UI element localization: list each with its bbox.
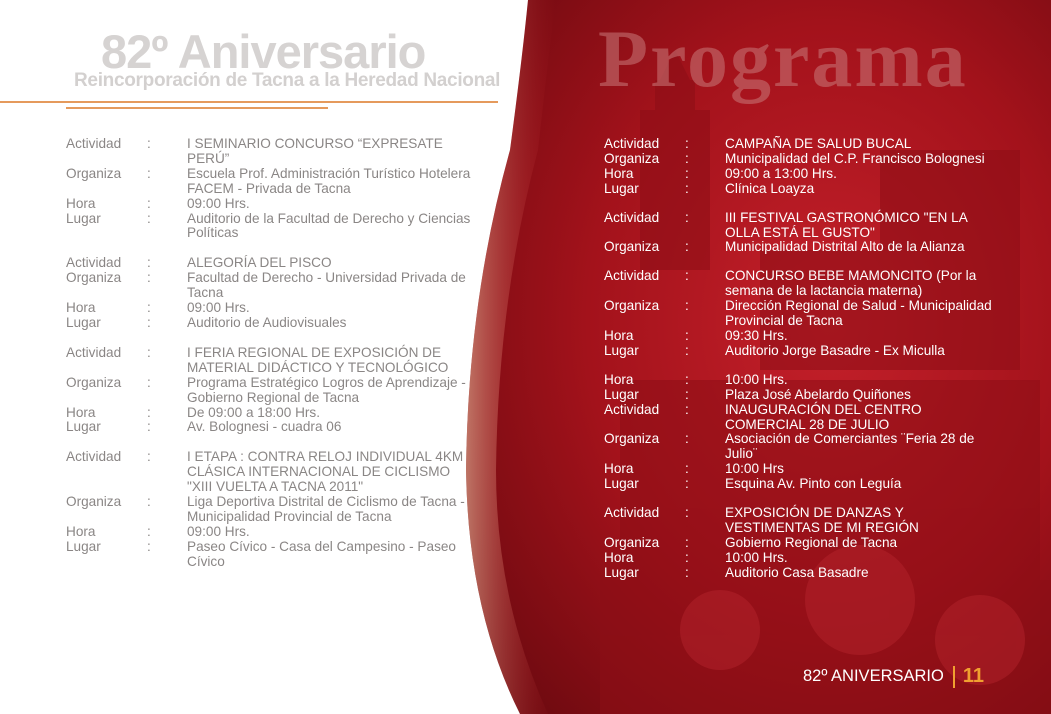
field-label: Actividad: [604, 136, 660, 151]
field-value: 10:00 Hrs.: [725, 371, 788, 387]
field-separator: :: [685, 136, 689, 151]
event-row: [604, 536, 1004, 551]
field-label: Lugar: [66, 210, 101, 226]
field-label: Organiza: [604, 239, 660, 255]
event-row: [66, 197, 486, 212]
event-row: [604, 506, 1004, 536]
field-label: Hora: [66, 195, 96, 211]
field-value: 10:00 Hrs: [725, 461, 784, 477]
field-separator: :: [685, 564, 689, 580]
field-separator: :: [147, 255, 151, 271]
event-row: [604, 432, 1004, 462]
field-separator: :: [147, 314, 151, 330]
field-separator: :: [147, 270, 151, 286]
field-label: Organiza: [604, 431, 660, 447]
field-separator: :: [147, 210, 151, 226]
field-label: Organiza: [604, 298, 660, 314]
field-label: Lugar: [604, 386, 639, 402]
header-rule-short: [66, 107, 328, 109]
event-row: [604, 211, 1004, 241]
field-value: Av. Bolognesi - cuadra 06: [187, 419, 342, 435]
event-row: [604, 299, 1004, 329]
event-row: [66, 406, 486, 421]
field-separator: :: [685, 165, 689, 181]
event-row: [66, 346, 486, 376]
field-value: Clínica Loayza: [725, 180, 815, 196]
event-row: [604, 344, 1004, 359]
event-row: [604, 269, 1004, 299]
left-program-column: [66, 137, 486, 585]
field-separator: :: [685, 342, 689, 358]
field-separator: :: [147, 165, 151, 181]
event-row: [604, 566, 1004, 581]
field-value: Programa Estratégico Logros de Aprendizaje - Gobierno Regional de Tacna: [187, 374, 466, 405]
event-block: [604, 211, 1004, 256]
field-label: Lugar: [604, 342, 639, 358]
header-title: 82º Aniversario: [101, 25, 426, 78]
field-value: Dirección Regional de Salud - Municipalidad Provincial de Tacna: [725, 298, 992, 329]
field-value: INAUGURACIÓN DEL CENTRO COMERCIAL 28 DE JULIO: [725, 401, 922, 432]
field-separator: :: [685, 268, 689, 284]
event-block: [604, 506, 1004, 581]
field-separator: :: [685, 401, 689, 417]
field-label: Hora: [66, 523, 96, 539]
field-value: Auditorio de la Facultad de Derecho y Ciencias Políticas: [187, 210, 471, 241]
field-separator: :: [685, 180, 689, 196]
field-label: Hora: [604, 165, 634, 181]
event-row: [604, 373, 1004, 388]
field-label: Actividad: [66, 449, 122, 465]
field-value: I ETAPA : CONTRA RELOJ INDIVIDUAL 4KM CLÁSICA INTERNACIONAL DE CICLISMO "XIII VUELTA A TACNA 2011": [187, 449, 464, 495]
field-value: De 09:00 a 18:00 Hrs.: [187, 404, 320, 420]
event-row: [66, 212, 486, 242]
field-label: Organiza: [604, 150, 660, 166]
event-block: [604, 137, 1004, 197]
field-value: Escuela Prof. Administración Turístico Hotelera FACEM - Privada de Tacna: [187, 165, 471, 196]
field-separator: :: [147, 538, 151, 554]
field-separator: :: [685, 239, 689, 255]
field-value: CONCURSO BEBE MAMONCITO (Por la semana de la lactancia materna): [725, 268, 977, 299]
field-separator: :: [685, 386, 689, 402]
event-row: [66, 301, 486, 316]
event-row: [66, 376, 486, 406]
field-label: Hora: [604, 371, 634, 387]
field-value: I FERIA REGIONAL DE EXPOSICIÓN DE MATERIAL DIDÁCTICO Y TECNOLÓGICO: [187, 344, 449, 375]
field-label: Hora: [604, 549, 634, 565]
field-label: Lugar: [604, 180, 639, 196]
event-block: [604, 373, 1004, 492]
field-separator: :: [685, 476, 689, 492]
field-value: 09:00 Hrs.: [187, 300, 250, 316]
field-value: 09:00 Hrs.: [187, 523, 250, 539]
event-row: [66, 256, 486, 271]
page-number: 11: [962, 665, 984, 687]
field-label: Actividad: [604, 209, 660, 225]
field-value: 10:00 Hrs.: [725, 549, 788, 565]
field-value: Liga Deportiva Distrital de Ciclismo de Tacna - Municipalidad Provincial de Tacna: [187, 494, 465, 524]
event-row: [604, 477, 1004, 492]
field-value: 09:00 Hrs.: [187, 195, 250, 211]
field-value: 09:00 a 13:00 Hrs.: [725, 165, 837, 181]
event-block: [66, 346, 486, 435]
event-row: [66, 450, 486, 495]
field-value: Auditorio Casa Basadre: [725, 564, 869, 580]
field-separator: :: [147, 374, 151, 390]
field-value: Municipalidad Distrital Alto de la Alianza: [725, 239, 965, 255]
event-row: [66, 525, 486, 540]
field-value: Esquina Av. Pinto con Leguía: [725, 476, 902, 492]
event-row: [66, 420, 486, 435]
field-label: Organiza: [66, 270, 122, 286]
field-separator: :: [147, 419, 151, 435]
event-row: [604, 403, 1004, 433]
field-separator: :: [685, 327, 689, 343]
field-label: Hora: [604, 327, 634, 343]
field-value: Municipalidad del C.P. Francisco Bolognesi: [725, 150, 985, 166]
field-label: Hora: [66, 300, 96, 316]
field-value: Auditorio de Audiovisuales: [187, 314, 347, 330]
event-row: [604, 152, 1004, 167]
field-value: I SEMINARIO CONCURSO “EXPRESATE PERÚ”: [187, 136, 443, 166]
right-program-column: [604, 137, 1004, 596]
field-value: EXPOSICIÓN DE DANZAS Y VESTIMENTAS DE MI REGIÓN: [725, 505, 919, 535]
field-label: Hora: [66, 404, 96, 420]
field-separator: :: [147, 300, 151, 316]
event-row: [66, 495, 486, 525]
event-row: [604, 551, 1004, 566]
field-value: CAMPAÑA DE SALUD BUCAL: [725, 136, 912, 151]
event-row: [604, 182, 1004, 197]
field-separator: :: [685, 209, 689, 225]
field-label: Lugar: [66, 314, 101, 330]
field-separator: :: [685, 534, 689, 550]
field-label: Actividad: [66, 344, 122, 360]
event-row: [66, 540, 486, 570]
field-value: Facultad de Derecho - Universidad Privada de Tacna: [187, 270, 466, 301]
field-value: III FESTIVAL GASTRONÓMICO "EN LA OLLA ESTÁ EL GUSTO": [725, 209, 968, 240]
event-row: [604, 462, 1004, 477]
field-separator: :: [147, 344, 151, 360]
field-separator: :: [685, 431, 689, 447]
event-row: [66, 167, 486, 197]
event-row: [604, 137, 1004, 152]
page-footer: [803, 665, 984, 689]
field-value: Auditorio Jorge Basadre - Ex Miculla: [725, 342, 945, 358]
field-separator: :: [147, 136, 151, 151]
field-value: 09:30 Hrs.: [725, 327, 788, 343]
event-row: [66, 271, 486, 301]
event-row: [66, 137, 486, 167]
field-label: Actividad: [604, 268, 660, 284]
field-label: Actividad: [66, 255, 122, 271]
field-label: Organiza: [66, 374, 122, 390]
event-block: [66, 450, 486, 569]
field-separator: :: [147, 195, 151, 211]
event-row: [604, 167, 1004, 182]
event-row: [66, 316, 486, 331]
field-separator: :: [685, 549, 689, 565]
field-label: Actividad: [604, 401, 660, 417]
field-label: Actividad: [66, 136, 122, 151]
field-separator: :: [685, 150, 689, 166]
field-label: Lugar: [66, 419, 101, 435]
event-block: [66, 137, 486, 241]
footer-text: 82º ANIVERSARIO: [803, 667, 944, 685]
field-label: Hora: [604, 461, 634, 477]
field-label: Organiza: [66, 494, 122, 510]
field-separator: :: [147, 494, 151, 510]
field-value: Plaza José Abelardo Quiñones: [725, 386, 911, 402]
field-label: Lugar: [604, 476, 639, 492]
field-value: Asociación de Comerciantes ¨Feria 28 de Julio¨: [725, 431, 975, 462]
field-label: Organiza: [66, 165, 122, 181]
event-row: [604, 329, 1004, 344]
field-value: ALEGORÍA DEL PISCO: [187, 255, 332, 271]
field-separator: :: [685, 505, 689, 521]
event-row: [604, 240, 1004, 255]
field-separator: :: [147, 404, 151, 420]
event-row: [604, 388, 1004, 403]
header-rule: [0, 101, 498, 103]
field-separator: :: [147, 523, 151, 539]
event-block: [604, 269, 1004, 358]
field-value: Gobierno Regional de Tacna: [725, 534, 898, 550]
field-separator: :: [685, 298, 689, 314]
field-label: Lugar: [604, 564, 639, 580]
field-label: Lugar: [66, 538, 101, 554]
field-label: Actividad: [604, 505, 660, 521]
field-label: Organiza: [604, 534, 660, 550]
field-separator: :: [685, 461, 689, 477]
field-separator: :: [685, 371, 689, 387]
footer-divider: [953, 666, 955, 688]
header-subtitle: Reincorporación de Tacna a la Heredad Nacional: [74, 70, 501, 91]
field-value: Paseo Cívico - Casa del Campesino - Paseo Cívico: [187, 538, 456, 569]
event-block: [66, 256, 486, 331]
field-separator: :: [147, 449, 151, 465]
section-title: Programa: [598, 13, 968, 104]
